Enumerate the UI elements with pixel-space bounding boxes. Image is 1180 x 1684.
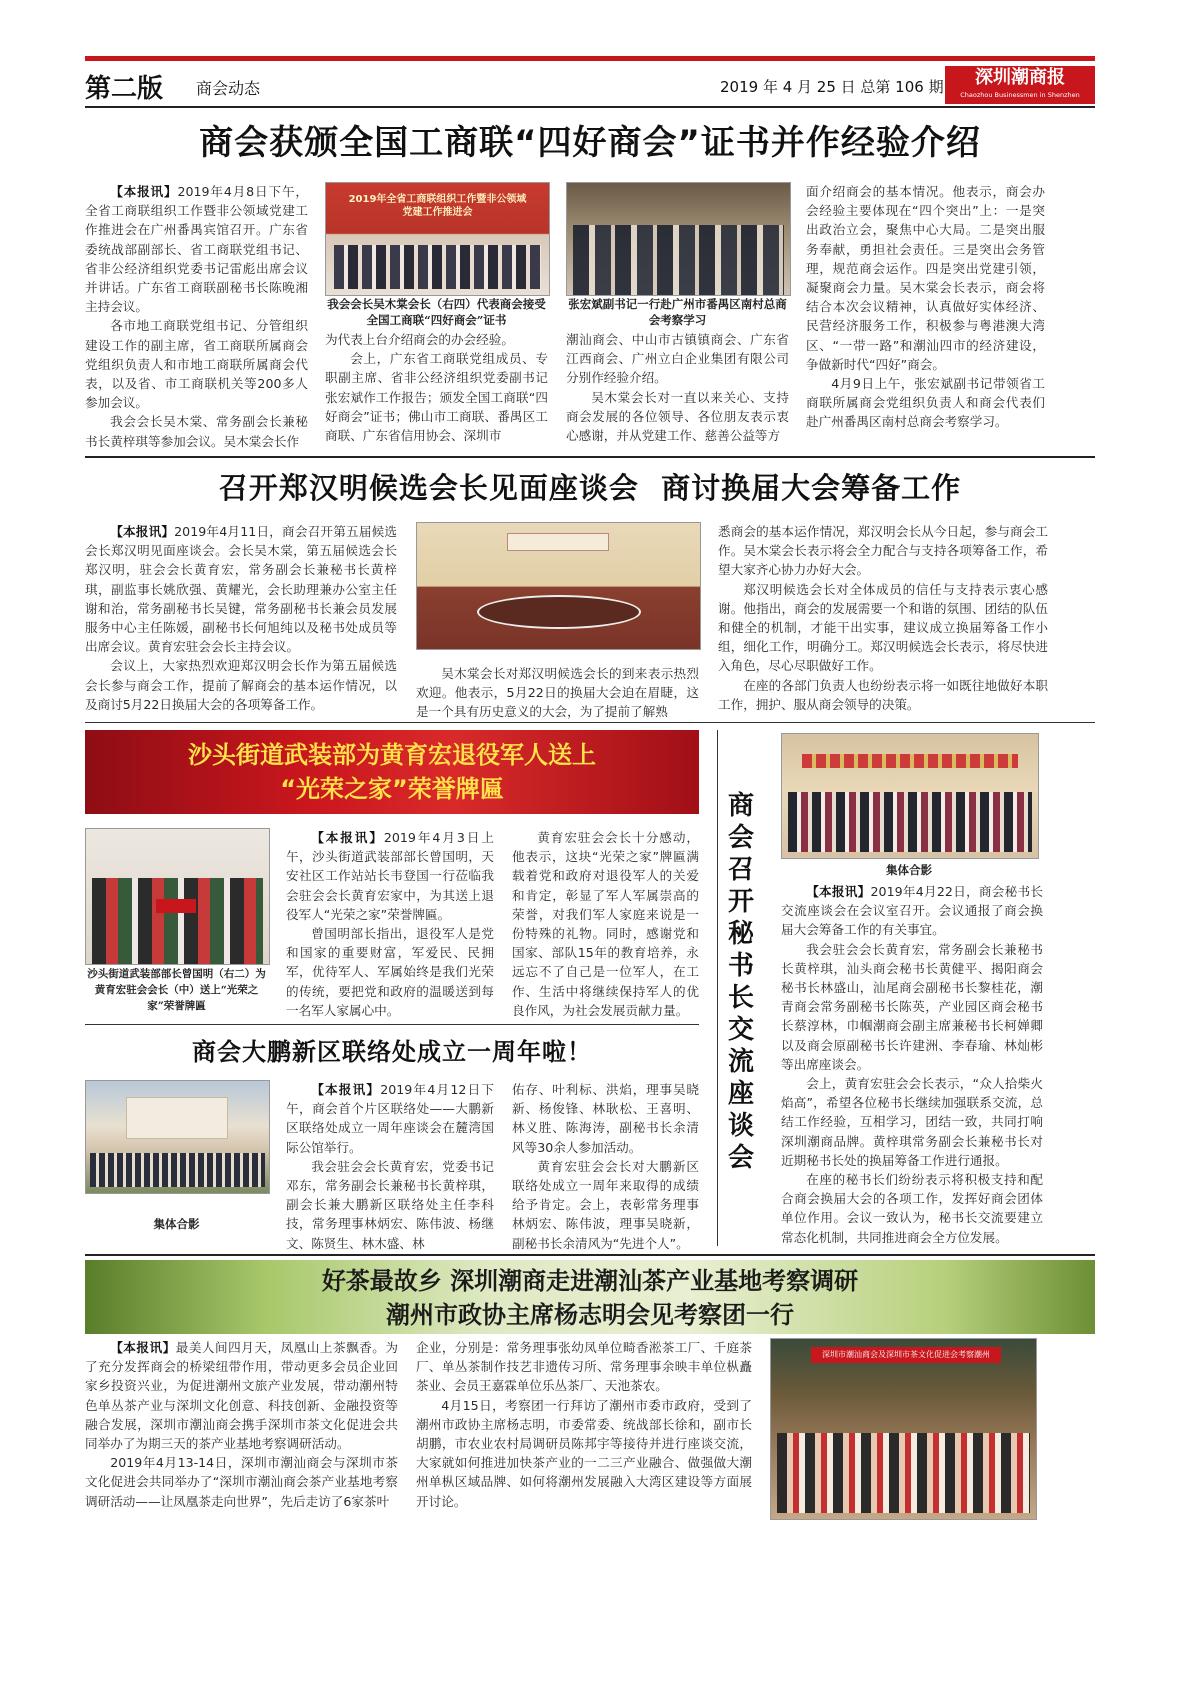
- photo-persons: [92, 878, 263, 964]
- article1-photo1-caption: 我会会长吴木棠会长（右四）代表商会接受全国工商联“四好商会”证书: [327, 297, 546, 327]
- photo1-banner-text: 2019年全省工商联组织工作暨非公领域党建工作推进会: [348, 194, 527, 218]
- article4-photo-caption: 集体合影: [153, 1217, 200, 1231]
- article2-col1: 【本报讯】2019年4月11日，商会召开第五届候选会长郑汉明见面座谈会。会长吴木棠，第五届候选会长郑汉明，驻会会长黄育宏，常务副会长兼秘书长黄梓琪，副监事长姚欣强、黄耀光，会长助理兼办公室主任谢和治，常务副秘书长吴键，常务副秘书长兼会员发展服务中心主任陈媛，副秘书长何旭纯以及秘书处成员等出席会议。黄育宏驻会会长主持会议。 会议上，大家热烈欢迎郑汉明会长作为第五届候选会长参与商会工作，提前了解商会的基本运作情况，以及商讨5月22日换届大会的各项筹备工作。: [85, 524, 398, 712]
- photo2-people: [573, 225, 784, 295]
- article6-banner: [85, 1260, 1095, 1334]
- photo-banner-strip: 深圳市潮汕商会及深圳市茶文化促进会考察潮州: [811, 1347, 1001, 1363]
- article1-photo2: [566, 182, 791, 296]
- article4-col2: 佑存、叶利标、洪焰，理事吴晓新、杨俊锋、林耿松、王喜明、林义胜、陈海涛，副秘书长余清风等30余人参加活动。 黄育宏驻会会长对大鹏新区联络处成立一周年来取得的成绩给予肯定。会上，表彰常务理事林炳宏、陈伟波，理事吴晓新，副秘书长余清风为“先进个人”。: [512, 1082, 699, 1251]
- column-label: 商会动态: [196, 79, 261, 98]
- article3-col2: 黄育宏驻会会长十分感动，他表示，这块“光荣之家”牌匾满载着党和政府对退役军人的关爱和肯定，彰显了军人军属崇高的荣誉，对我们军人家庭来说是一份特殊的礼物。同时，感谢党和国家、部队15年的教育培养，永远忘不了自己是一位军人，在工作、生活中将继续保持军人的优良作风，为社会发展贡献力量。: [512, 830, 699, 1018]
- article1-tag: 【本报讯】: [110, 184, 178, 199]
- article1-col2: 为代表上台介绍商会的办会经验。 会上，广东省工商联党组成员、专职副主席、省非公经济组织党委副书记张宏斌作工作报告；颁发全国工商联“四好商会”证书；佛山市工商联、番禺区工商联、广东省信用协会、深圳市: [325, 332, 548, 444]
- divider-2: [85, 722, 1095, 723]
- photo1-people: [334, 245, 541, 289]
- issue-date: 2019 年 4 月 25 日 总第 106 期: [720, 78, 944, 96]
- logo-subtitle: Chaozhou Businessmen in Shenzhen: [960, 91, 1080, 99]
- article4-col1: 【本报讯】2019年4月12日下午，商会首个片区联络处——大鹏新区联络处成立一周年座谈会在麓湾国际公馆举行。 我会驻会会长黄育宏，党委书记邓东，常务副会长兼秘书长黄梓琪，副会长兼大鹏新区联络处主任李科技，常务理事林炳宏、陈伟波、杨继文、陈贤生、林木盛、林: [286, 1082, 495, 1251]
- article1-col1: 【本报讯】2019年4月8日下午，全省工商联组织工作暨非公领域党建工作推进会在广州番禺宾馆召开。广东省委统战部副部长、省工商联党组书记、省非公经济组织党委书记雷彪出席会议并讲话。广东省工商联副秘书长陈晚湘主持会议。 各市地工商联党组书记、分管组织建设工作的副主席，省工商联所属商会党组织负责人和市地工商联所属商会代表，以及省、市工商联机关等200多人参加会议。 我会会长吴木棠、常务副会长兼秘书长黄梓琪等参加会议。吴木棠会长作: [85, 184, 309, 449]
- article5-photo: [781, 733, 1039, 859]
- article6-col2: 企业，分别是：常务理事张幼凤单位畸香淞茶工厂、千庭茶厂、单丛茶制作技艺非遗传习所、常务理事余映丰单位枞矗茶业、会员王嘉霖单位乐丛茶厂、天池茶农。 4月15日，考察团一行拜访了潮州市委市政府，受到了潮州市政协主席杨志明，市委常委、统战部长徐和，副市长胡鹏，市农业农村局调研员陈邦宇等接待并进行座谈交流，大家就如何推进加快茶产业的一二三产业融合、做强做大潮州单枞区域品牌、如何将潮州发展融入大湾区建设等方面展开讨论。: [416, 1340, 752, 1509]
- article4-photo: [85, 1080, 270, 1194]
- article5-body: 【本报讯】2019年4月22日，商会秘书长交流座谈会在会议室召开。会议通报了商会换届大会筹备工作的有关事宜。 我会驻会会长黄育宏，常务副会长兼秘书长黄梓琪，汕头商会秘书长黄健平、揭阳商会秘书长林盛山，汕尾商会副秘书长黎桂花，潮青商会常务副秘书长陈英，产业园区商会秘书长蔡淳林，巾帼潮商会副主席兼秘书长柯婵卿以及商会原副秘书长许建洲、李春瑜、林灿彬等出席座谈会。 会上，黄育宏驻会会长表示，“众人拾柴火焰高”，希望各位秘书长继续加强联系交流，总结工作经验，互相学习，团结一致，共同打响深圳潮商品牌。黄梓琪常务副会长兼秘书长对近期秘书长处的换届筹备工作进行通报。 在座的秘书长们纷纷表示将积极支持和配合商会换届大会的各项工作，发挥好商会团体单位作用。会议一致认为，秘书长交流要建立常态化机制，共同推进商会全方位发展。: [781, 884, 1044, 1245]
- top-red-rule: [85, 56, 1095, 61]
- photo-attendees: [788, 792, 1032, 852]
- article2-headline: 召开郑汉明候选会长见面座谈会 商讨换届大会筹备工作: [218, 471, 962, 505]
- article3-photo-caption: 沙头街道武装部部长曾国明（右二）为黄育宏驻会会长（中）送上“光荣之家”荣誉牌匾: [87, 968, 266, 1012]
- article2-photo: [416, 522, 701, 650]
- article1-col4: 面介绍商会的基本情况。他表示，商会办会经验主要体现在“四个突出”上：一是突出政治立会，聚焦中心大局。二是突出服务奉献，勇担社会责任。三是突出会务管理，规范商会运作。四是突出党建引领，凝聚商会力量。吴木棠会长表示，商会将结合本次会议精神，认真做好实体经济、民营经济服务工作，积极参与粤港澳大湾区、“一带一路”和潮汕四市的经济建设，争做新时代“四好”商会。 4月9日上午，张宏斌副书记带领省工商联所属商会党组织负责人和商会代表们赴广州番禺区南村总商会考察学习。: [806, 184, 1045, 430]
- photo-banner: [507, 533, 609, 551]
- photo-group: [90, 1153, 265, 1187]
- article4-headline: 商会大鹏新区联络处成立一周年啦！: [192, 1038, 592, 1066]
- article1-photo1: [325, 182, 550, 296]
- article3-banner: [85, 730, 699, 814]
- divider-1: [85, 456, 1095, 458]
- photo-tea-group: [777, 1433, 1030, 1513]
- article5-photo-caption: 集体合影: [886, 863, 932, 877]
- article1-photo2-caption: 张宏斌副书记一行赴广州市番禺区南村总商会考察学习: [568, 297, 787, 327]
- article1-headline: 商会获颁全国工商联“四好商会”证书并作经验介绍: [199, 123, 981, 163]
- article1-col3: 潮汕商会、中山市古镇镇商会、广东省江西商会、广州立白企业集团有限公司分别作经验介绍。 吴木棠会长对一直以来关心、支持商会发展的各位领导、各位朋友表示衷心感谢，并从党建工作、慈善公益等方: [566, 332, 789, 444]
- photo-building: [126, 1097, 228, 1139]
- header-rule: [85, 106, 1095, 108]
- logo-title: 深圳潮商报: [975, 67, 1065, 88]
- section-label: 第二版: [85, 74, 164, 104]
- photo-flags: [802, 754, 1018, 768]
- article3-photo: [85, 828, 270, 965]
- article6-headline-line2: 潮州市政协主席杨志明会见考察团一行: [386, 1301, 794, 1329]
- article6-photo: [770, 1338, 1037, 1520]
- newspaper-logo: [945, 66, 1095, 104]
- article6-headline-line1: 好茶最故乡 深圳潮商走进潮汕茶产业基地考察调研: [321, 1267, 859, 1295]
- article3-headline-line1: 沙头街道武装部为黄育宏退役军人送上: [188, 741, 596, 769]
- divider-4: [85, 1254, 1095, 1256]
- vertical-divider: [717, 730, 718, 1246]
- article5-headline: 商会召开秘书长交流座谈会: [728, 791, 755, 1173]
- photo-table: [477, 595, 641, 629]
- article3-col1: 【本报讯】2019年4月3日上午，沙头街道武装部部长曾国明，天安社区工作站站长韦登国一行莅临我会驻会会长黄育宏家中，为其送上退役军人“光荣之家”荣誉牌匾。 曾国明部长指出，退役军人是党和国家的重要财富，军爱民、民拥军，优待军人、军属始终是我们光荣的传统，要把党和政府的温暖送到每一名军人家属心中。: [286, 830, 495, 1018]
- photo-plaque: [156, 899, 196, 913]
- article2-col3: 悉商会的基本运作情况，郑汉明会长从今日起，参与商会工作。吴木棠会长表示将会全力配合与支持各项筹备工作，希望大家齐心协力办好大会。 郑汉明候选会长对全体成员的信任与支持表示衷心感谢。他指出，商会的发展需要一个和谐的氛围、团结的队伍和健全的机制，才能干出实事，建议成立换届筹备工作小组，细化工作，明确分工。郑汉明候选会长表示，将尽快进入角色，尽心尽职做好工作。 在座的各部门负责人也纷纷表示将一如既往地做好本职工作，拥护、服从商会领导的决策。: [718, 524, 1048, 712]
- article6-col1: 【本报讯】最美人间四月天，凤凰山上茶飘香。为了充分发挥商会的桥梁纽带作用，带动更多会员企业回家乡投资兴业，为促进潮州文旅产业发展，带动潮州特色单丛茶产业与深圳文化创意、科技创新、金融投资等融合发展，深圳市潮汕商会携手深圳市茶文化促进会共同举办了为期三天的茶产业基地考察调研活动。 2019年4月13-14日，深圳市潮汕商会与深圳市茶文化促进会共同举办了“深圳市潮汕商会茶产业基地考察调研活动——让凤凰茶走向世界”，先后走访了6家茶叶: [85, 1340, 399, 1509]
- divider-3: [85, 1024, 699, 1025]
- article2-col2: 吴木棠会长对郑汉明候选会长的到来表示热烈欢迎。他表示，5月22日的换届大会迫在眉睫，这是一个具有历史意义的大会，为了提前了解熟: [416, 666, 699, 720]
- article3-headline-line2: “光荣之家”荣誉牌匾: [280, 775, 504, 803]
